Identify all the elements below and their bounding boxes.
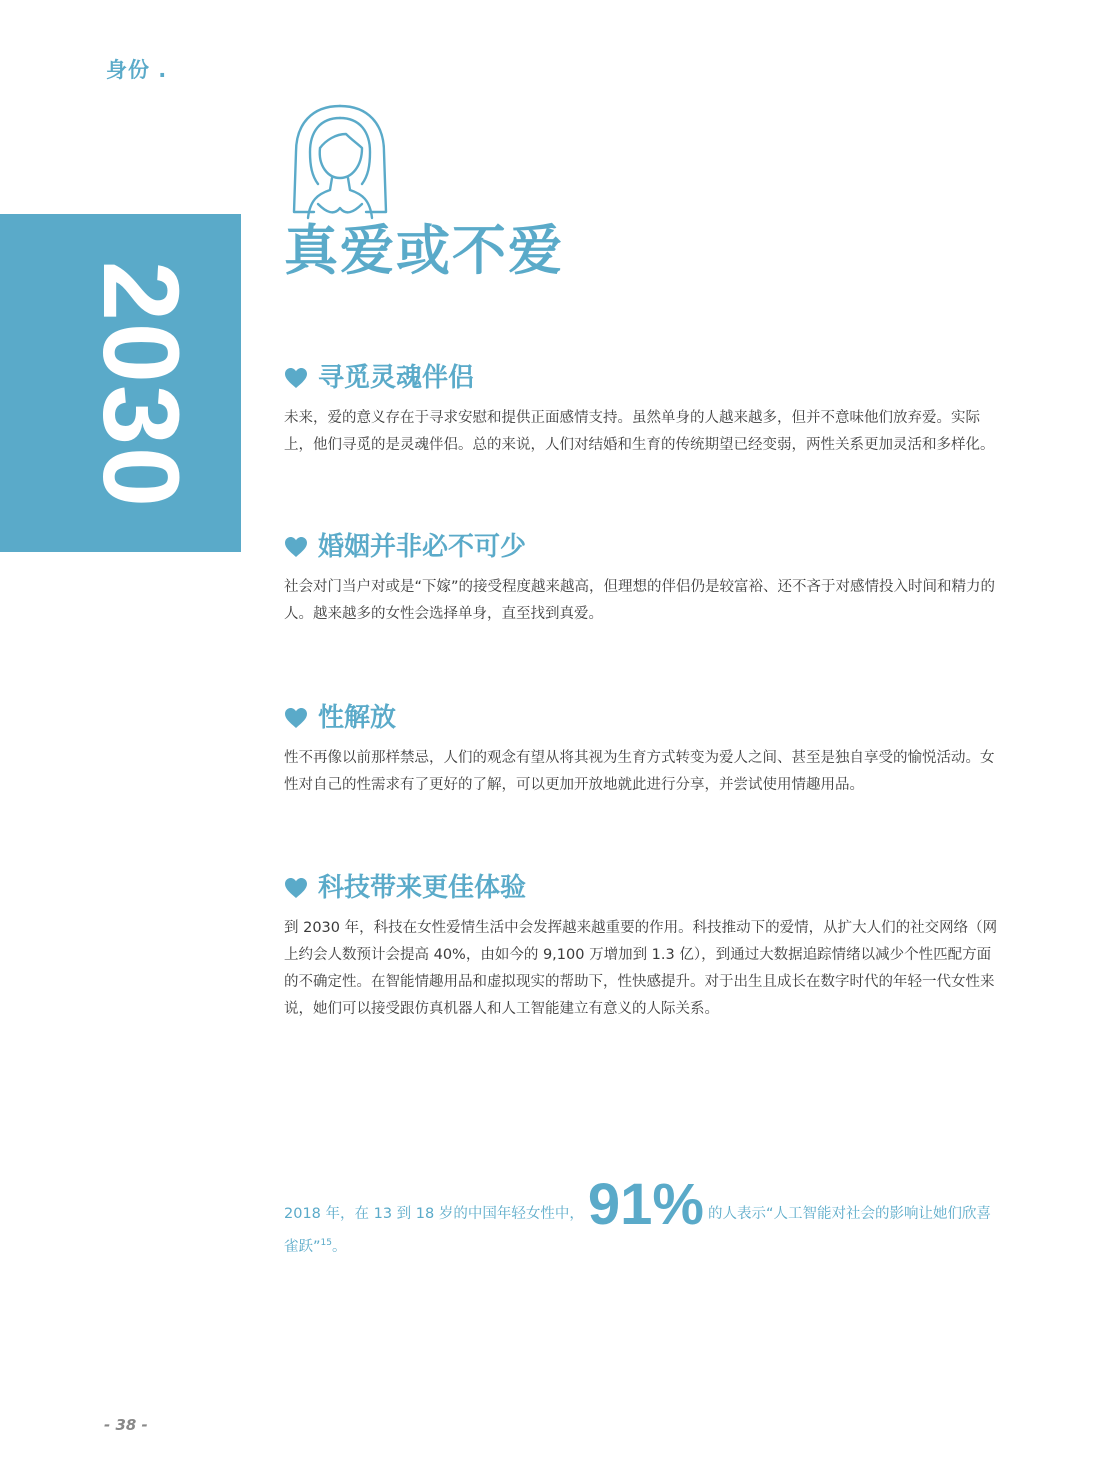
page-title: 真爱或不爱 — [284, 219, 564, 282]
section-label: 身份 . — [106, 58, 168, 82]
stat-prefix: 2018 年，在 13 到 18 岁的中国年轻女性中， — [284, 1206, 584, 1222]
section-heading: 性解放 — [318, 703, 397, 733]
section-heading: 科技带来更佳体验 — [318, 873, 527, 903]
section-body: 到 2030 年，科技在女性爱情生活中会发挥越来越重要的作用。科技推动下的爱情，从扩大人们的社交网络（网上约会人数预计会提高 40%，由如今的 9,100 万增加到 1.3 亿），到通过大数据追踪情绪以减少个性匹配方面的不确定性。在智能情趣用品和虚拟现实的帮助下，性快感提升。对于出生且成长在数字时代的年轻一代女性来说，她们可以接受跟仿真机器人和人工智能建立有意义的人际关系。 — [284, 920, 998, 1017]
stat-end: 。 — [331, 1238, 347, 1255]
heart-icon — [284, 536, 308, 558]
stat-suffix: 的人表示“人工智能对社会的影响让她们欣喜雀跃” — [284, 1206, 991, 1255]
section-liberation — [284, 701, 1004, 799]
bride-icon — [280, 100, 400, 224]
stat-footnote: 15 — [320, 1238, 332, 1248]
section-body: 未来，爱的意义存在于寻求安慰和提供正面感情支持。虽然单身的人越来越多，但并不意味他们放弃爱。实际上，他们寻觅的是灵魂伴侣。总的来说，人们对结婚和生育的传统期望已经变弱，两性关系更加灵活和多样化。 — [284, 410, 995, 453]
heart-icon — [284, 367, 308, 389]
year-label: 2030 — [81, 260, 203, 510]
heart-icon — [284, 877, 308, 899]
heart-icon — [284, 707, 308, 729]
section-soulmate — [284, 361, 1004, 459]
section-body: 社会对门当户对或是“下嫁”的接受程度越来越高，但理想的伴侣仍是较富裕、还不吝于对感情投入时间和精力的人。越来越多的女性会选择单身，直至找到真爱。 — [284, 579, 996, 622]
stat-callout — [284, 1172, 1004, 1261]
page-number: - 38 - — [104, 1416, 148, 1434]
section-marriage — [284, 530, 1004, 628]
section-body: 性不再像以前那样禁忌，人们的观念有望从将其视为生育方式转变为爱人之间、甚至是独自享受的愉悦活动。女性对自己的性需求有了更好的了解，可以更加开放地就此进行分享，并尝试使用情趣用品。 — [284, 750, 995, 793]
section-heading: 寻觅灵魂伴侣 — [318, 363, 475, 393]
stat-value: 91% — [587, 1172, 704, 1237]
section-technology — [284, 871, 1004, 1023]
section-heading: 婚姻并非必不可少 — [318, 532, 527, 562]
